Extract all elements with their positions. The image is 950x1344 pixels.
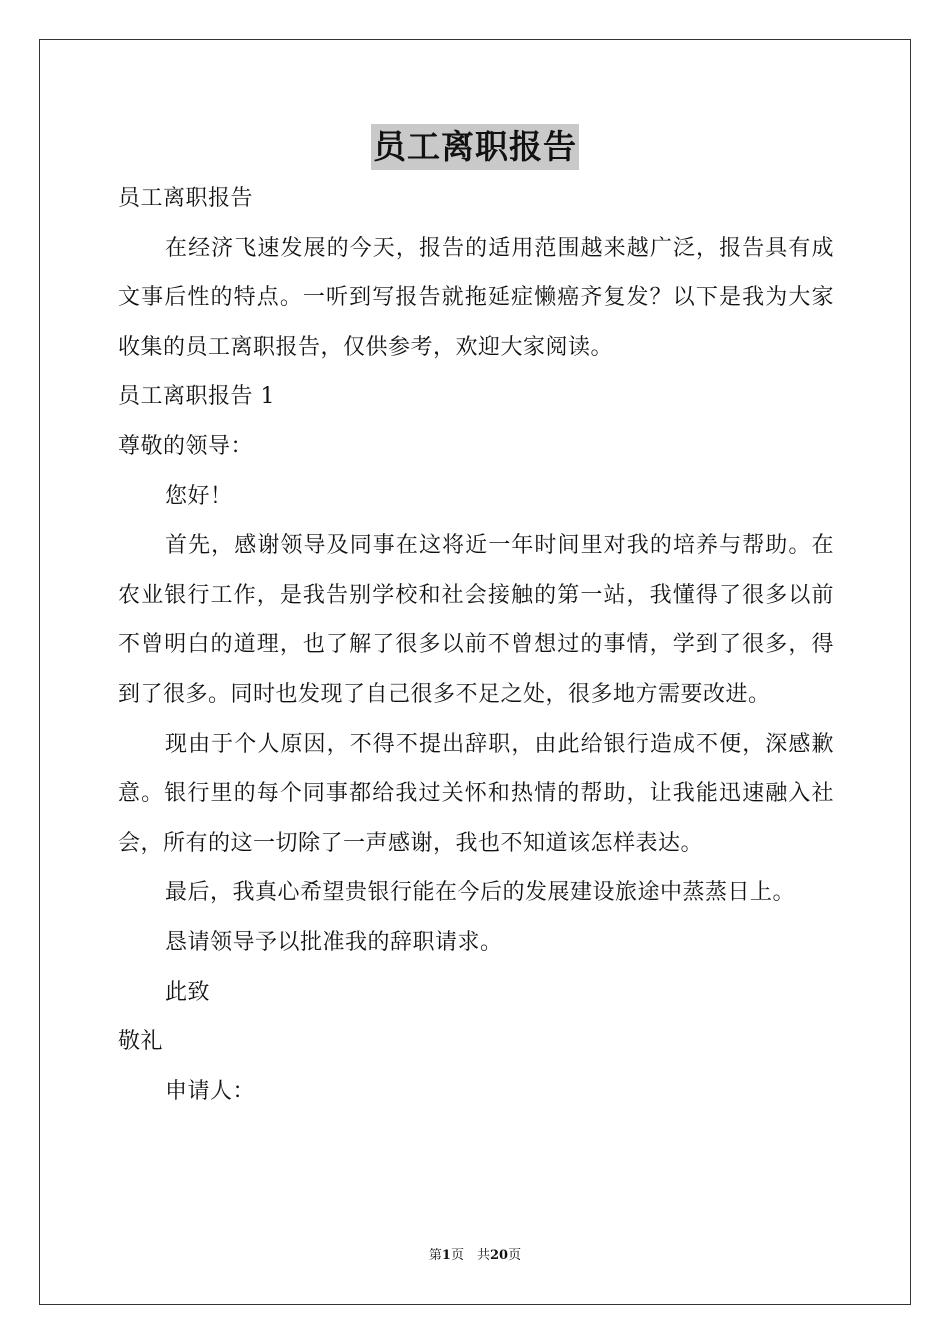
body-paragraph: 恳请领导予以批准我的辞职请求。: [165, 929, 503, 955]
footer-suffix: 页: [508, 1248, 522, 1263]
document-title: 员工离职报告: [371, 124, 579, 170]
body-paragraph: 现由于个人原因，不得不提出辞职，由此给银行造成不便，深感歉意。银行里的每个同事都给我过关怀和热情的帮助，让我能迅速融入社会，所有的这一切除了一声感谢，我也不知道该怎样表达。: [118, 731, 834, 856]
intro-paragraph: 在经济飞速发展的今天，报告的适用范围越来越广泛，报告具有成文事后性的特点。一听到写报告就拖延症懒癌齐复发？以下是我为大家收集的员工离职报告，仅供参考，欢迎大家阅读。: [118, 235, 834, 360]
subtitle: 员工离职报告: [118, 186, 254, 211]
body-paragraph: 最后，我真心希望贵银行能在今后的发展建设旅途中蒸蒸日上。: [165, 880, 796, 906]
section-heading: 员工离职报告 1: [118, 384, 275, 410]
salutation: 尊敬的领导：: [118, 433, 254, 459]
body-paragraph: 首先，感谢领导及同事在这将近一年时间里对我的培养与帮助。在农业银行工作，是我告别学校和社会接触的第一站，我懂得了很多以前不曾明白的道理，也了解了很多以前不曾想过的事情，学到了很多，得到了很多。同时也发现了自己很多不足之处，很多地方需要改进。: [118, 533, 834, 707]
closing: 此致: [165, 979, 211, 1005]
applicant-line: 申请人：: [165, 1078, 256, 1104]
page-footer: [0, 1247, 950, 1265]
title-area: [0, 124, 950, 170]
total-pages: 20: [489, 1248, 509, 1263]
page-number: 1: [441, 1248, 451, 1263]
footer-prefix: 第: [428, 1248, 442, 1263]
footer-mid: 页 共: [450, 1248, 490, 1263]
greeting: 您好！: [165, 483, 233, 509]
document-body: [118, 174, 834, 1116]
regards: 敬礼: [118, 1029, 164, 1055]
